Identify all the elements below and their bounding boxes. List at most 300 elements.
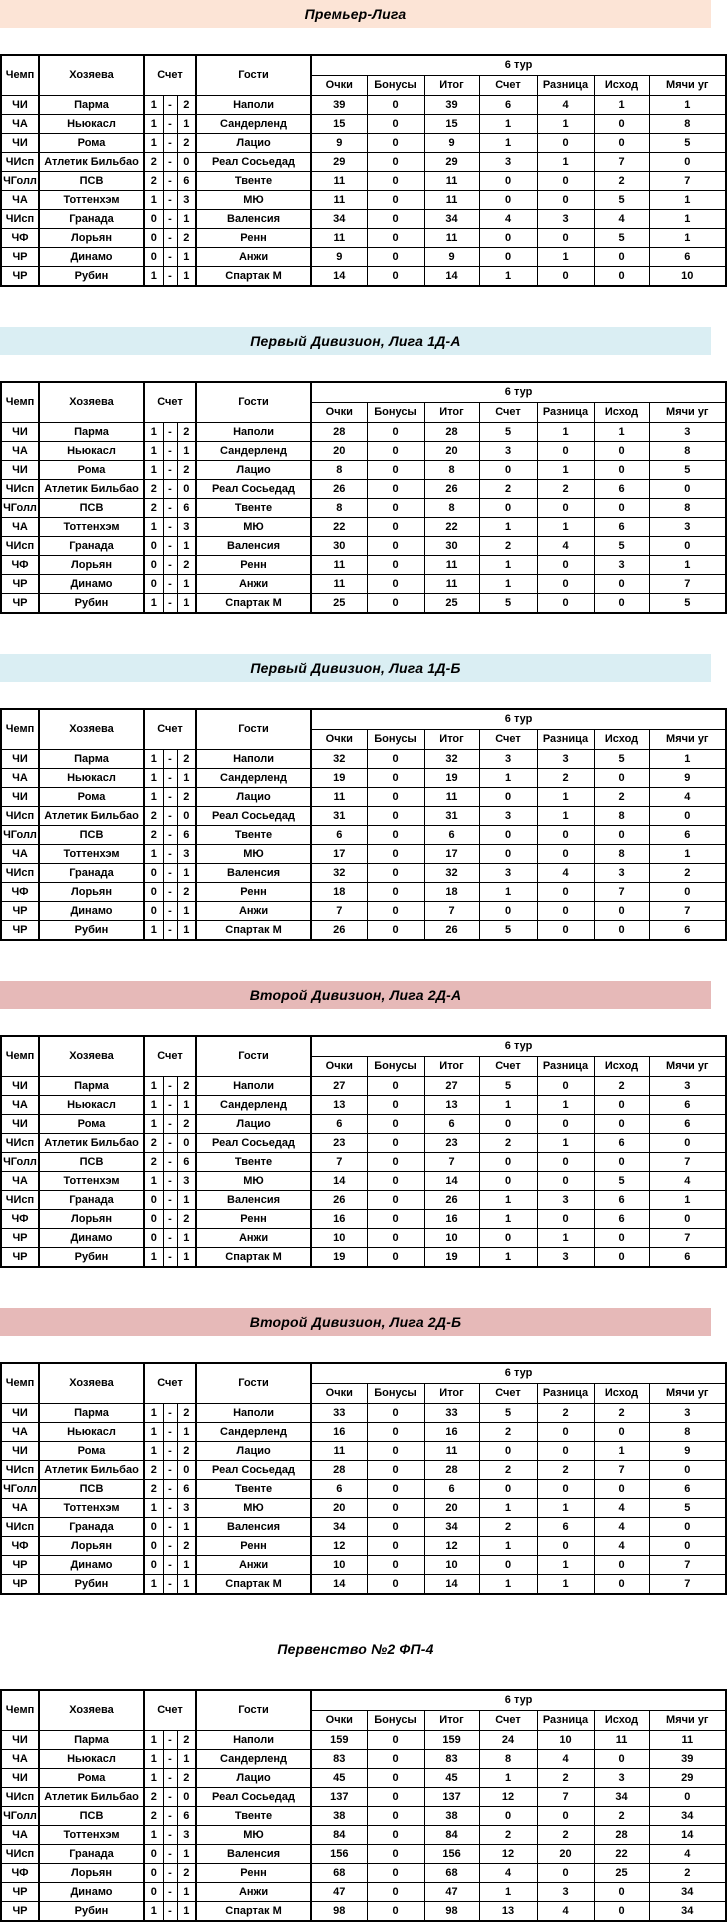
stat-cell: 13 xyxy=(424,1096,479,1115)
stat-cell: 23 xyxy=(424,1134,479,1153)
stat-cell: 0 xyxy=(367,191,424,210)
stat-cell: 0 xyxy=(479,172,537,191)
away-score-cell: 3 xyxy=(177,1826,196,1845)
home-score-cell: 0 xyxy=(144,1210,163,1229)
stat-cell: 8 xyxy=(479,1750,537,1769)
away-score-cell: 1 xyxy=(177,1229,196,1248)
stat-cell: 0 xyxy=(594,1480,649,1499)
stat-cell: 6 xyxy=(594,518,649,537)
score-separator: - xyxy=(163,1499,177,1518)
stat-cell: 20 xyxy=(311,1499,367,1518)
host-team-cell: ПСВ xyxy=(39,826,144,845)
stat-cell: 34 xyxy=(311,210,367,229)
champ-cell: ЧИ xyxy=(1,788,39,807)
score-separator: - xyxy=(163,134,177,153)
away-score-cell: 1 xyxy=(177,1423,196,1442)
guest-team-cell: Сандерленд xyxy=(196,442,311,461)
stat-cell: 0 xyxy=(367,1423,424,1442)
host-team-cell: Рубин xyxy=(39,1575,144,1595)
match-row xyxy=(1,442,726,461)
stat-cell: 0 xyxy=(537,1537,594,1556)
stat-cell: 0 xyxy=(649,1537,726,1556)
stat-cell: 0 xyxy=(367,1537,424,1556)
col-header-6: Мячи уг xyxy=(649,1384,726,1404)
stat-cell: 1 xyxy=(537,1556,594,1575)
host-team-cell: Атлетик Бильбао xyxy=(39,153,144,172)
stat-cell: 2 xyxy=(537,1769,594,1788)
col-header-0: Очки xyxy=(311,730,367,750)
champ-cell: ЧИ xyxy=(1,1077,39,1096)
match-row xyxy=(1,1248,726,1268)
stat-cell: 18 xyxy=(311,883,367,902)
score-separator: - xyxy=(163,1134,177,1153)
stat-cell: 7 xyxy=(649,1229,726,1248)
stat-cell: 0 xyxy=(537,1864,594,1883)
guest-team-cell: МЮ xyxy=(196,845,311,864)
stat-cell: 26 xyxy=(424,1191,479,1210)
league-section xyxy=(0,1635,711,1922)
match-row xyxy=(1,423,726,442)
stat-cell: 1 xyxy=(537,807,594,826)
champ-cell: ЧИсп xyxy=(1,153,39,172)
guest-team-cell: Твенте xyxy=(196,499,311,518)
col-header-6: Мячи уг xyxy=(649,403,726,423)
match-row xyxy=(1,556,726,575)
stat-cell: 98 xyxy=(424,1902,479,1922)
section-title: Первый Дивизион, Лига 1Д-Б xyxy=(250,660,461,676)
stat-cell: 4 xyxy=(537,1902,594,1922)
stat-cell: 0 xyxy=(367,1077,424,1096)
score-separator: - xyxy=(163,499,177,518)
stat-cell: 5 xyxy=(594,750,649,769)
stat-cell: 8 xyxy=(649,499,726,518)
guest-team-cell: Наполи xyxy=(196,750,311,769)
champ-cell: ЧА xyxy=(1,191,39,210)
score-separator: - xyxy=(163,1210,177,1229)
guest-team-cell: Ренн xyxy=(196,229,311,248)
stat-cell: 26 xyxy=(424,921,479,941)
home-score-cell: 2 xyxy=(144,172,163,191)
home-score-cell: 2 xyxy=(144,1461,163,1480)
stat-cell: 0 xyxy=(367,1556,424,1575)
away-score-cell: 2 xyxy=(177,423,196,442)
stat-cell: 1 xyxy=(479,1096,537,1115)
stat-cell: 8 xyxy=(649,1423,726,1442)
stat-cell: 28 xyxy=(311,1461,367,1480)
guest-team-cell: Ренн xyxy=(196,1864,311,1883)
away-score-cell: 2 xyxy=(177,96,196,115)
stat-cell: 9 xyxy=(424,248,479,267)
col-header-champ: Чемп xyxy=(1,1363,39,1404)
stat-cell: 3 xyxy=(479,442,537,461)
stat-cell: 7 xyxy=(311,1153,367,1172)
guest-team-cell: Наполи xyxy=(196,96,311,115)
stat-cell: 2 xyxy=(594,788,649,807)
stat-cell: 0 xyxy=(367,1210,424,1229)
stat-cell: 137 xyxy=(311,1788,367,1807)
stat-cell: 9 xyxy=(424,134,479,153)
stat-cell: 0 xyxy=(537,1077,594,1096)
champ-cell: ЧИсп xyxy=(1,1518,39,1537)
stat-cell: 1 xyxy=(537,1229,594,1248)
stat-cell: 3 xyxy=(649,518,726,537)
score-separator: - xyxy=(163,594,177,614)
home-score-cell: 2 xyxy=(144,1807,163,1826)
score-separator: - xyxy=(163,921,177,941)
section-title-bar xyxy=(0,327,711,355)
host-team-cell: Динамо xyxy=(39,575,144,594)
stat-cell: 24 xyxy=(479,1731,537,1750)
stat-cell: 5 xyxy=(649,1499,726,1518)
stat-cell: 0 xyxy=(594,1750,649,1769)
score-separator: - xyxy=(163,210,177,229)
champ-cell: ЧА xyxy=(1,1499,39,1518)
host-team-cell: Динамо xyxy=(39,902,144,921)
stat-cell: 0 xyxy=(367,1172,424,1191)
stat-cell: 6 xyxy=(594,1134,649,1153)
away-score-cell: 2 xyxy=(177,750,196,769)
home-score-cell: 0 xyxy=(144,883,163,902)
host-team-cell: Гранада xyxy=(39,537,144,556)
host-team-cell: Рубин xyxy=(39,1902,144,1922)
score-separator: - xyxy=(163,575,177,594)
league-table xyxy=(0,1689,727,1922)
col-header-score: Счет xyxy=(144,382,196,423)
score-separator: - xyxy=(163,191,177,210)
score-separator: - xyxy=(163,172,177,191)
stat-cell: 0 xyxy=(594,115,649,134)
champ-cell: ЧИ xyxy=(1,423,39,442)
stat-cell: 0 xyxy=(367,1248,424,1268)
stat-cell: 0 xyxy=(367,518,424,537)
score-separator: - xyxy=(163,423,177,442)
stat-cell: 39 xyxy=(424,96,479,115)
stat-cell: 11 xyxy=(424,556,479,575)
stat-cell: 4 xyxy=(537,1750,594,1769)
stat-cell: 12 xyxy=(479,1788,537,1807)
stat-cell: 3 xyxy=(479,153,537,172)
guest-team-cell: Спартак М xyxy=(196,1248,311,1268)
stat-cell: 47 xyxy=(311,1883,367,1902)
stat-cell: 10 xyxy=(424,1229,479,1248)
col-header-champ: Чемп xyxy=(1,55,39,96)
away-score-cell: 2 xyxy=(177,788,196,807)
stat-cell: 1 xyxy=(537,1575,594,1595)
home-score-cell: 1 xyxy=(144,267,163,287)
col-header-tour: 6 тур xyxy=(311,1690,726,1711)
away-score-cell: 1 xyxy=(177,1096,196,1115)
match-row xyxy=(1,1153,726,1172)
score-separator: - xyxy=(163,1864,177,1883)
guest-team-cell: Анжи xyxy=(196,248,311,267)
stat-cell: 16 xyxy=(424,1423,479,1442)
stat-cell: 0 xyxy=(367,807,424,826)
score-separator: - xyxy=(163,788,177,807)
stat-cell: 15 xyxy=(311,115,367,134)
stat-cell: 12 xyxy=(311,1537,367,1556)
col-header-5: Исход xyxy=(594,1057,649,1077)
stat-cell: 11 xyxy=(311,788,367,807)
stat-cell: 0 xyxy=(594,769,649,788)
stat-cell: 0 xyxy=(367,537,424,556)
stat-cell: 5 xyxy=(649,594,726,614)
guest-team-cell: Анжи xyxy=(196,575,311,594)
home-score-cell: 1 xyxy=(144,518,163,537)
stat-cell: 0 xyxy=(594,1902,649,1922)
away-score-cell: 2 xyxy=(177,1864,196,1883)
stat-cell: 0 xyxy=(594,921,649,941)
stat-cell: 0 xyxy=(594,1229,649,1248)
col-header-tour: 6 тур xyxy=(311,709,726,730)
stat-cell: 29 xyxy=(311,153,367,172)
league-table xyxy=(0,1035,727,1268)
guest-team-cell: Реал Сосьедад xyxy=(196,480,311,499)
host-team-cell: Динамо xyxy=(39,248,144,267)
stat-cell: 0 xyxy=(479,1153,537,1172)
stat-cell: 8 xyxy=(594,807,649,826)
stat-cell: 12 xyxy=(479,1845,537,1864)
match-row xyxy=(1,267,726,287)
champ-cell: ЧИсп xyxy=(1,537,39,556)
stat-cell: 6 xyxy=(424,1115,479,1134)
home-score-cell: 1 xyxy=(144,1423,163,1442)
score-separator: - xyxy=(163,1537,177,1556)
host-team-cell: Гранада xyxy=(39,1518,144,1537)
stat-cell: 0 xyxy=(537,1172,594,1191)
home-score-cell: 1 xyxy=(144,1248,163,1268)
match-row xyxy=(1,1518,726,1537)
match-row xyxy=(1,1499,726,1518)
away-score-cell: 2 xyxy=(177,1115,196,1134)
guest-team-cell: Наполи xyxy=(196,1731,311,1750)
stat-cell: 0 xyxy=(594,499,649,518)
champ-cell: ЧИ xyxy=(1,1769,39,1788)
champ-cell: ЧА xyxy=(1,1423,39,1442)
stat-cell: 0 xyxy=(537,1442,594,1461)
stat-cell: 34 xyxy=(311,1518,367,1537)
stat-cell: 1 xyxy=(537,153,594,172)
stat-cell: 27 xyxy=(311,1077,367,1096)
stat-cell: 1 xyxy=(537,248,594,267)
league-section xyxy=(0,981,711,1268)
col-header-score: Счет xyxy=(144,709,196,750)
stat-cell: 0 xyxy=(479,1442,537,1461)
guest-team-cell: МЮ xyxy=(196,1499,311,1518)
stat-cell: 6 xyxy=(649,1115,726,1134)
home-score-cell: 1 xyxy=(144,442,163,461)
score-separator: - xyxy=(163,1248,177,1268)
stat-cell: 0 xyxy=(367,248,424,267)
stat-cell: 0 xyxy=(479,191,537,210)
stat-cell: 0 xyxy=(367,210,424,229)
score-separator: - xyxy=(163,883,177,902)
stat-cell: 11 xyxy=(594,1731,649,1750)
stat-cell: 1 xyxy=(537,1499,594,1518)
stat-cell: 0 xyxy=(367,172,424,191)
stat-cell: 7 xyxy=(424,1153,479,1172)
host-team-cell: Гранада xyxy=(39,1845,144,1864)
stat-cell: 0 xyxy=(594,267,649,287)
stat-cell: 19 xyxy=(424,769,479,788)
champ-cell: ЧА xyxy=(1,518,39,537)
col-header-hosts: Хозяева xyxy=(39,382,144,423)
stat-cell: 20 xyxy=(311,442,367,461)
stat-cell: 1 xyxy=(479,769,537,788)
stat-cell: 14 xyxy=(311,1575,367,1595)
away-score-cell: 6 xyxy=(177,1480,196,1499)
away-score-cell: 1 xyxy=(177,921,196,941)
section-title-bar xyxy=(0,654,711,682)
score-separator: - xyxy=(163,1077,177,1096)
stat-cell: 0 xyxy=(367,1404,424,1423)
stat-cell: 0 xyxy=(479,1480,537,1499)
stat-cell: 0 xyxy=(537,1480,594,1499)
stat-cell: 0 xyxy=(479,499,537,518)
stat-cell: 7 xyxy=(649,902,726,921)
stat-cell: 26 xyxy=(311,921,367,941)
guest-team-cell: Твенте xyxy=(196,1807,311,1826)
champ-cell: ЧФ xyxy=(1,1864,39,1883)
away-score-cell: 1 xyxy=(177,864,196,883)
stat-cell: 3 xyxy=(537,210,594,229)
stat-cell: 1 xyxy=(479,1883,537,1902)
stat-cell: 1 xyxy=(479,1537,537,1556)
stat-cell: 11 xyxy=(311,172,367,191)
stat-cell: 32 xyxy=(424,750,479,769)
stat-cell: 0 xyxy=(367,902,424,921)
home-score-cell: 2 xyxy=(144,1153,163,1172)
stat-cell: 4 xyxy=(594,210,649,229)
guest-team-cell: Наполи xyxy=(196,1077,311,1096)
stat-cell: 0 xyxy=(367,864,424,883)
stat-cell: 0 xyxy=(479,229,537,248)
home-score-cell: 0 xyxy=(144,1845,163,1864)
stat-cell: 6 xyxy=(311,1480,367,1499)
away-score-cell: 2 xyxy=(177,229,196,248)
col-header-hosts: Хозяева xyxy=(39,1690,144,1731)
stat-cell: 4 xyxy=(649,1845,726,1864)
col-header-0: Очки xyxy=(311,1711,367,1731)
stat-cell: 1 xyxy=(479,883,537,902)
guest-team-cell: Валенсия xyxy=(196,864,311,883)
stat-cell: 6 xyxy=(649,248,726,267)
score-separator: - xyxy=(163,826,177,845)
score-separator: - xyxy=(163,1807,177,1826)
score-separator: - xyxy=(163,115,177,134)
host-team-cell: Лорьян xyxy=(39,229,144,248)
stat-cell: 22 xyxy=(424,518,479,537)
stat-cell: 8 xyxy=(649,115,726,134)
score-separator: - xyxy=(163,1480,177,1499)
stat-cell: 6 xyxy=(424,1480,479,1499)
col-header-2: Итог xyxy=(424,1384,479,1404)
stat-cell: 11 xyxy=(311,229,367,248)
stat-cell: 28 xyxy=(424,423,479,442)
stat-cell: 6 xyxy=(649,1248,726,1268)
home-score-cell: 1 xyxy=(144,1499,163,1518)
stat-cell: 0 xyxy=(649,1788,726,1807)
away-score-cell: 2 xyxy=(177,134,196,153)
stat-cell: 0 xyxy=(594,594,649,614)
champ-cell: ЧФ xyxy=(1,229,39,248)
away-score-cell: 1 xyxy=(177,1191,196,1210)
col-header-hosts: Хозяева xyxy=(39,55,144,96)
stat-cell: 8 xyxy=(424,499,479,518)
home-score-cell: 2 xyxy=(144,1788,163,1807)
stat-cell: 0 xyxy=(537,556,594,575)
score-separator: - xyxy=(163,1172,177,1191)
stat-cell: 0 xyxy=(594,1248,649,1268)
stat-cell: 34 xyxy=(594,1788,649,1807)
stat-cell: 0 xyxy=(479,788,537,807)
guest-team-cell: Лацио xyxy=(196,461,311,480)
stat-cell: 5 xyxy=(649,461,726,480)
champ-cell: ЧР xyxy=(1,1229,39,1248)
home-score-cell: 1 xyxy=(144,1575,163,1595)
stat-cell: 4 xyxy=(479,210,537,229)
away-score-cell: 1 xyxy=(177,1750,196,1769)
stat-cell: 38 xyxy=(311,1807,367,1826)
stat-cell: 98 xyxy=(311,1902,367,1922)
away-score-cell: 0 xyxy=(177,480,196,499)
guest-team-cell: Спартак М xyxy=(196,1902,311,1922)
stat-cell: 11 xyxy=(649,1731,726,1750)
stat-cell: 0 xyxy=(649,1210,726,1229)
match-row xyxy=(1,769,726,788)
champ-cell: ЧР xyxy=(1,902,39,921)
guest-team-cell: Анжи xyxy=(196,1229,311,1248)
stat-cell: 22 xyxy=(594,1845,649,1864)
champ-cell: ЧГолл xyxy=(1,499,39,518)
away-score-cell: 1 xyxy=(177,1575,196,1595)
guest-team-cell: Твенте xyxy=(196,1480,311,1499)
col-header-3: Счет xyxy=(479,1711,537,1731)
host-team-cell: Динамо xyxy=(39,1229,144,1248)
home-score-cell: 1 xyxy=(144,1902,163,1922)
stat-cell: 7 xyxy=(649,1556,726,1575)
champ-cell: ЧА xyxy=(1,1826,39,1845)
stat-cell: 28 xyxy=(594,1826,649,1845)
stat-cell: 14 xyxy=(424,1172,479,1191)
stat-cell: 0 xyxy=(649,537,726,556)
home-score-cell: 1 xyxy=(144,594,163,614)
home-score-cell: 1 xyxy=(144,1096,163,1115)
match-row xyxy=(1,461,726,480)
stat-cell: 159 xyxy=(311,1731,367,1750)
champ-cell: ЧГолл xyxy=(1,1153,39,1172)
host-team-cell: Рубин xyxy=(39,921,144,941)
score-separator: - xyxy=(163,537,177,556)
match-row xyxy=(1,518,726,537)
home-score-cell: 0 xyxy=(144,1864,163,1883)
home-score-cell: 0 xyxy=(144,229,163,248)
col-header-6: Мячи уг xyxy=(649,1711,726,1731)
stat-cell: 0 xyxy=(537,1423,594,1442)
match-row xyxy=(1,1826,726,1845)
away-score-cell: 2 xyxy=(177,1210,196,1229)
guest-team-cell: Спартак М xyxy=(196,921,311,941)
match-row xyxy=(1,1769,726,1788)
away-score-cell: 6 xyxy=(177,1807,196,1826)
champ-cell: ЧР xyxy=(1,267,39,287)
champ-cell: ЧФ xyxy=(1,883,39,902)
host-team-cell: Рома xyxy=(39,788,144,807)
league-table xyxy=(0,54,727,287)
match-row xyxy=(1,1172,726,1191)
champ-cell: ЧГолл xyxy=(1,1807,39,1826)
stat-cell: 0 xyxy=(367,1750,424,1769)
host-team-cell: Тоттенхэм xyxy=(39,845,144,864)
